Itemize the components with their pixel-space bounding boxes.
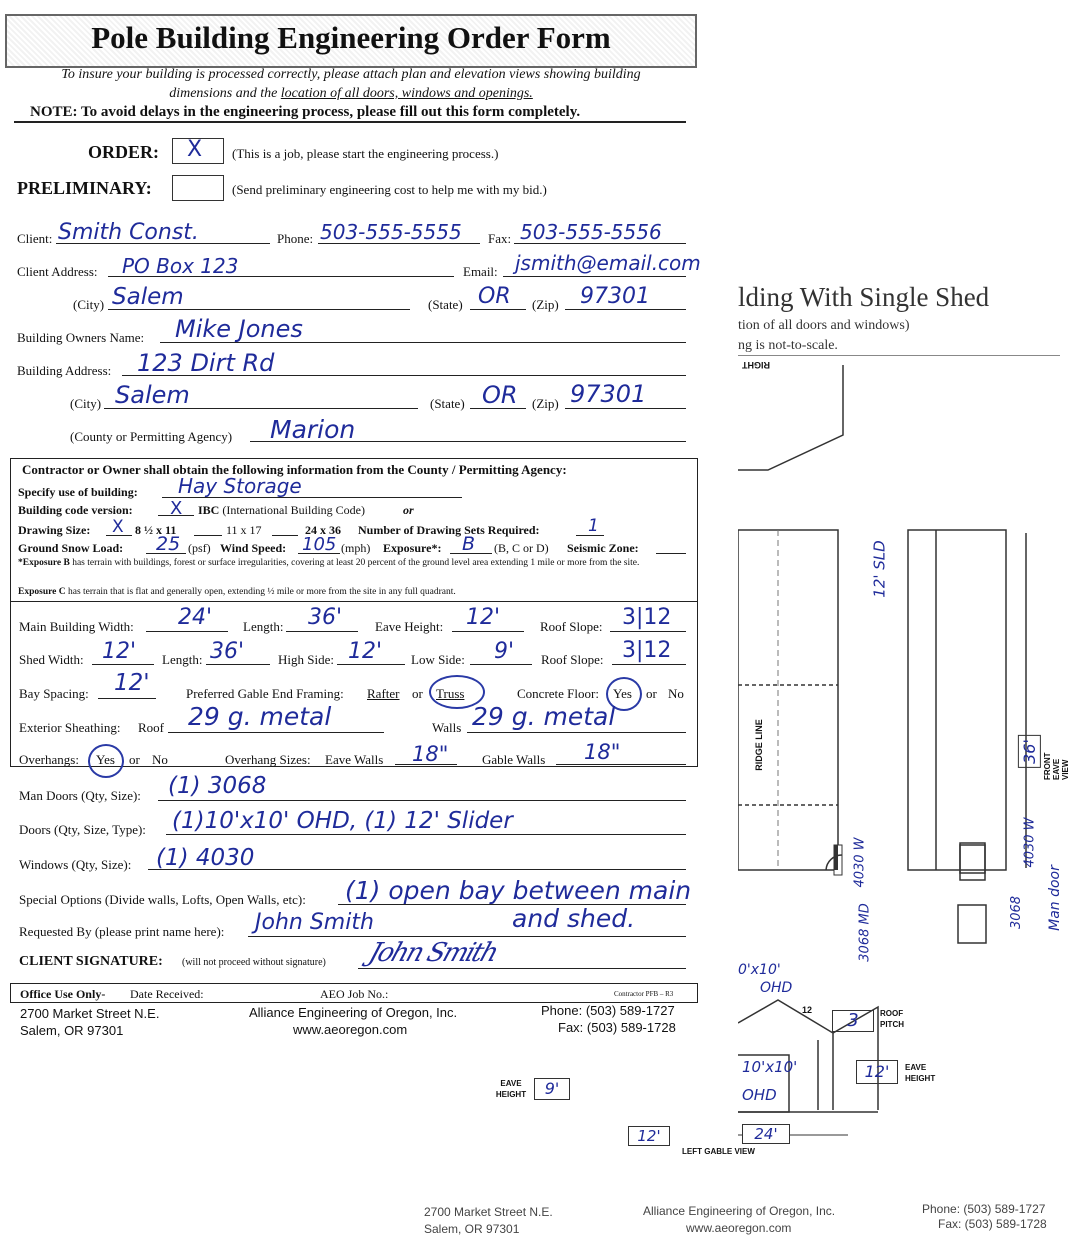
size-2-line-pre bbox=[194, 535, 222, 536]
drawing-size-label: Drawing Size: bbox=[18, 523, 91, 537]
permit-heading: Contractor or Owner shall obtain the following information from the County / Permitting Agency: bbox=[22, 462, 567, 477]
dim-12-sld: 12' SLD bbox=[870, 540, 889, 598]
exposure-label: Exposure*: bbox=[383, 541, 442, 555]
gable-or: or bbox=[412, 686, 423, 701]
sheet-foot-phone: Phone: (503) 589-1727 bbox=[922, 1202, 1046, 1216]
subtitle-line-2 bbox=[5, 86, 697, 102]
main-length-value[interactable]: 36' bbox=[308, 605, 343, 630]
door-3068-2: 3068 bbox=[1009, 895, 1025, 930]
dim-12: 12' bbox=[628, 1126, 670, 1146]
low-side-line bbox=[470, 664, 532, 665]
state-line bbox=[470, 309, 526, 310]
code-ibc: IBC (International Building Code) bbox=[198, 503, 365, 517]
door-3068-md: 3068 MD bbox=[857, 903, 873, 962]
b-city-label: (City) bbox=[70, 396, 102, 411]
windows-label: Windows (Qty, Size): bbox=[19, 857, 132, 872]
note-text: NOTE: To avoid delays in the engineering process, please fill out this form completely. bbox=[30, 104, 581, 120]
ohd-label-2: OHD bbox=[760, 980, 793, 996]
front-eave-view: FRONT EAVE VIEW bbox=[1043, 752, 1070, 780]
client-address-value[interactable]: PO Box 123 bbox=[122, 254, 239, 278]
special-value-1[interactable]: (1) open bay between main bbox=[345, 876, 692, 905]
code-label: Building code version: bbox=[18, 503, 133, 517]
sets-value[interactable]: 1 bbox=[588, 516, 599, 536]
left-gable-view: LEFT GABLE VIEW bbox=[682, 1147, 755, 1156]
gable-walls-line bbox=[556, 764, 686, 765]
phone-label: Phone: bbox=[277, 231, 314, 246]
overhangs-yes-circle bbox=[88, 744, 124, 778]
eave-walls-label: Eave Walls bbox=[325, 752, 384, 767]
wind-unit: (mph) bbox=[341, 541, 371, 555]
b-zip-value[interactable]: 97301 bbox=[570, 380, 647, 408]
size-option-2: 11 x 17 bbox=[226, 523, 262, 537]
bay-label: Bay Spacing: bbox=[19, 686, 89, 701]
code-or: or bbox=[403, 503, 414, 517]
date-received-label: Date Received: bbox=[130, 987, 204, 1001]
right-label: RIGHT bbox=[742, 360, 770, 370]
county-label: (County or Permitting Agency) bbox=[70, 429, 233, 444]
gable-rafter[interactable]: Rafter bbox=[367, 686, 400, 701]
permit-info-divider bbox=[10, 601, 698, 602]
main-length-line bbox=[286, 631, 358, 632]
phone-value[interactable]: 503-555-5555 bbox=[320, 220, 462, 244]
shed-roof-slope-value[interactable]: 3|12 bbox=[622, 638, 672, 663]
main-width-value[interactable]: 24' bbox=[178, 605, 213, 630]
b-zip-line bbox=[565, 408, 686, 409]
sheathing-label: Exterior Sheathing: bbox=[19, 720, 121, 735]
eave-height-line bbox=[452, 631, 524, 632]
roof-sheathing-value[interactable]: 29 g. metal bbox=[188, 702, 332, 731]
footer-address2: Salem, OR 97301 bbox=[20, 1023, 124, 1038]
man-doors-label: Man Doors (Qty, Size): bbox=[19, 788, 141, 803]
door-10x10: 10'x10' bbox=[742, 1058, 798, 1076]
walls-sheathing-label: Walls bbox=[432, 720, 462, 735]
gable-walls-value[interactable]: 18" bbox=[584, 740, 621, 764]
b-state-value[interactable]: OR bbox=[482, 381, 518, 409]
order-checkbox[interactable] bbox=[172, 138, 224, 164]
size-option-3: 24 x 36 bbox=[305, 523, 341, 537]
use-label: Specify use of building: bbox=[18, 485, 138, 499]
shed-length-line bbox=[206, 664, 270, 665]
shed-width-line bbox=[92, 664, 154, 665]
exposure-c-bold: Exposure C bbox=[18, 587, 66, 597]
sheet-subtitle-2: ng is not-to-scale. bbox=[738, 338, 838, 353]
overhangs-no[interactable]: No bbox=[152, 752, 168, 767]
snow-label: Ground Snow Load: bbox=[18, 541, 124, 555]
sheet-rule bbox=[738, 355, 1060, 356]
size-option-1: 8 ½ x 11 bbox=[135, 523, 177, 537]
man-door: Man door bbox=[1046, 865, 1063, 931]
client-label: Client: bbox=[17, 231, 53, 246]
shed-width-label: Shed Width: bbox=[19, 652, 84, 667]
footer-website: www.aeoregon.com bbox=[293, 1022, 408, 1037]
eave-9: 9' bbox=[534, 1078, 570, 1100]
shed-length-label: Length: bbox=[162, 652, 203, 667]
roof-pitch: ROOF PITCH bbox=[880, 1009, 904, 1029]
exposure-value[interactable]: B bbox=[462, 533, 476, 555]
requested-line bbox=[248, 936, 686, 937]
snow-unit: (psf) bbox=[188, 541, 211, 555]
exposure-c-note bbox=[18, 586, 690, 598]
preliminary-desc: (Send preliminary engineering cost to help me with my bid.) bbox=[232, 182, 547, 197]
exposure-b-text: has terrain with buildings, forest or surface irregularities, covering at least 20 percent of the ground level area extending 1 mile or more from the site. bbox=[69, 558, 640, 568]
signature-note: (will not proceed without signature) bbox=[182, 957, 326, 968]
man-doors-value[interactable]: (1) 3068 bbox=[168, 773, 267, 799]
email-value[interactable]: jsmith@email.com bbox=[515, 251, 701, 275]
b-state-label: (State) bbox=[430, 396, 465, 411]
ohd-label: 0'x10' bbox=[738, 962, 781, 978]
floor-or: or bbox=[646, 686, 657, 701]
eave-walls-value[interactable]: 18" bbox=[412, 742, 449, 766]
windows-value[interactable]: (1) 4030 bbox=[156, 845, 255, 871]
building-address-label: Building Address: bbox=[17, 363, 112, 378]
overhangs-or: or bbox=[129, 752, 140, 767]
preliminary-label: PRELIMINARY: bbox=[17, 178, 152, 198]
main-width-label: Main Building Width: bbox=[19, 619, 134, 634]
county-value[interactable]: Marion bbox=[270, 415, 356, 444]
sets-label: Number of Drawing Sets Required: bbox=[358, 523, 540, 537]
exposure-options: (B, C or D) bbox=[494, 541, 549, 555]
shed-length-value[interactable]: 36' bbox=[210, 639, 245, 664]
client-value[interactable]: Smith Const. bbox=[58, 220, 199, 245]
sheet-foot-fax: Fax: (503) 589-1728 bbox=[938, 1217, 1047, 1231]
zip-label: (Zip) bbox=[532, 297, 559, 312]
client-address-label: Client Address: bbox=[17, 264, 98, 279]
state-label: (State) bbox=[428, 297, 463, 312]
sheet-foot-company: Alliance Engineering of Oregon, Inc. bbox=[643, 1204, 836, 1218]
wind-label: Wind Speed: bbox=[220, 541, 287, 555]
owner-label: Building Owners Name: bbox=[17, 330, 145, 345]
floor-label: Concrete Floor: bbox=[517, 686, 599, 701]
gable-label: Preferred Gable End Framing: bbox=[186, 686, 344, 701]
low-side-label: Low Side: bbox=[411, 652, 465, 667]
office-label: Office Use Only- bbox=[20, 987, 106, 1001]
roof-3: 3 bbox=[832, 1010, 874, 1032]
exposure-b-note bbox=[18, 557, 690, 569]
seismic-line bbox=[656, 553, 686, 554]
floor-yes[interactable]: Yes bbox=[613, 686, 632, 701]
roof-12: 12 bbox=[802, 1005, 813, 1015]
requested-value[interactable]: John Smith bbox=[255, 910, 374, 935]
city-label: (City) bbox=[73, 297, 105, 312]
snow-value[interactable]: 25 bbox=[156, 533, 181, 555]
doors-value[interactable]: (1)10'x10' OHD, (1) 12' Slider bbox=[172, 808, 513, 834]
main-roof-slope-value[interactable]: 3|12 bbox=[622, 605, 672, 630]
roof-sheathing-label: Roof bbox=[138, 720, 164, 735]
special-value-2[interactable]: and shed. bbox=[512, 904, 636, 933]
footer-fax: Fax: (503) 589-1728 bbox=[558, 1020, 676, 1035]
subtitle-pre: dimensions and the bbox=[169, 86, 281, 101]
email-label: Email: bbox=[463, 264, 498, 279]
use-value[interactable]: Hay Storage bbox=[178, 474, 302, 498]
signature-label: CLIENT SIGNATURE: bbox=[19, 954, 163, 969]
order-label: ORDER: bbox=[88, 142, 159, 162]
roof-sheathing-line bbox=[168, 732, 384, 733]
sheet-foot-website: www.aeoregon.com bbox=[686, 1221, 792, 1235]
eave-height-value[interactable]: 12' bbox=[466, 605, 501, 630]
sheet-subtitle-1: tion of all doors and windows) bbox=[738, 318, 910, 333]
high-side-value[interactable]: 12' bbox=[348, 639, 383, 664]
zip-value[interactable]: 97301 bbox=[580, 284, 650, 309]
footer-address1: 2700 Market Street N.E. bbox=[20, 1006, 160, 1021]
building-address-value[interactable]: 123 Dirt Rd bbox=[137, 349, 275, 377]
zip-line bbox=[565, 309, 686, 310]
shed-roof-slope-label: Roof Slope: bbox=[541, 652, 604, 667]
low-side-value[interactable]: 9' bbox=[494, 639, 515, 664]
eave-height-label: Eave Height: bbox=[375, 619, 444, 634]
roof-slope-line bbox=[610, 631, 686, 632]
eave-height-right: EAVE HEIGHT bbox=[905, 1063, 936, 1083]
overhangs-label: Overhangs: bbox=[19, 752, 79, 767]
size-3-line-pre bbox=[272, 535, 298, 536]
fax-value[interactable]: 503-555-5556 bbox=[520, 220, 662, 244]
preliminary-checkbox[interactable] bbox=[172, 175, 224, 201]
exposure-b-bold: *Exposure B bbox=[18, 558, 70, 568]
overhang-sizes-label: Overhang Sizes: bbox=[225, 752, 311, 767]
eave-12: 12' bbox=[856, 1060, 898, 1084]
walls-sheathing-line bbox=[467, 732, 686, 733]
form-title: Pole Building Engineering Order Form bbox=[91, 20, 611, 55]
eave-height-left: EAVE HEIGHT bbox=[495, 1079, 527, 1099]
gable-truss[interactable]: Truss bbox=[436, 686, 465, 701]
shed-roof-slope-line bbox=[612, 664, 686, 665]
special-label: Special Options (Divide walls, Lofts, Open Walls, etc): bbox=[19, 892, 306, 907]
dim-36: 36' bbox=[1018, 735, 1041, 768]
floor-no[interactable]: No bbox=[668, 686, 684, 701]
state-value[interactable]: OR bbox=[478, 284, 511, 309]
sheet-title: lding With Single Shed bbox=[738, 282, 990, 312]
code-mark[interactable]: X bbox=[170, 498, 183, 519]
overhangs-yes[interactable]: Yes bbox=[96, 752, 115, 767]
door-ohd: OHD bbox=[742, 1086, 777, 1104]
note-rule bbox=[14, 121, 686, 123]
ridge-line: RIDGE LINE bbox=[753, 719, 764, 771]
main-length-label: Length: bbox=[243, 619, 284, 634]
drawing-size-mark[interactable]: X bbox=[112, 517, 124, 537]
shed-width-value[interactable]: 12' bbox=[102, 639, 137, 664]
sheet-foot-address1: 2700 Market Street N.E. bbox=[424, 1205, 553, 1219]
b-city-value[interactable]: Salem bbox=[115, 381, 190, 409]
bay-value[interactable]: 12' bbox=[114, 670, 150, 696]
order-desc: (This is a job, please start the engineering process.) bbox=[232, 146, 499, 161]
signature-line bbox=[358, 968, 686, 969]
win-4030-w-2: 4030 W bbox=[1022, 817, 1038, 868]
b-zip-label: (Zip) bbox=[532, 396, 559, 411]
form-code: Contractor PFB – R3 bbox=[614, 990, 674, 998]
wind-value[interactable]: 105 bbox=[302, 534, 337, 555]
man-doors-line bbox=[158, 800, 686, 801]
doors-line bbox=[166, 834, 686, 835]
owner-value[interactable]: Mike Jones bbox=[175, 315, 303, 343]
win-4030-w: 4030 W bbox=[852, 837, 868, 888]
roof-slope-label: Roof Slope: bbox=[540, 619, 603, 634]
order-mark: X bbox=[187, 137, 203, 162]
seismic-label: Seismic Zone: bbox=[567, 541, 639, 555]
walls-sheathing-value[interactable]: 29 g. metal bbox=[472, 702, 616, 731]
requested-label: Requested By (please print name here): bbox=[19, 924, 225, 939]
doors-label: Doors (Qty, Size, Type): bbox=[19, 822, 146, 837]
main-width-line bbox=[146, 631, 228, 632]
sheet-foot-address2: Salem, OR 97301 bbox=[424, 1222, 520, 1236]
fax-label: Fax: bbox=[488, 231, 512, 246]
bay-line bbox=[98, 698, 156, 699]
gable-walls-label: Gable Walls bbox=[482, 752, 546, 767]
exposure-c-text: has terrain that is flat and generally open, extending ½ mile or more from the site in any full quadrant. bbox=[65, 587, 456, 597]
high-side-line bbox=[337, 664, 405, 665]
subtitle-link: location of all doors, windows and openings. bbox=[280, 86, 533, 101]
subtitle-line-1: To insure your building is processed correctly, please attach plan and elevation views showing building bbox=[61, 67, 641, 82]
signature-value[interactable]: John Smith bbox=[365, 938, 501, 968]
email-line bbox=[503, 276, 686, 277]
footer-phone: Phone: (503) 589-1727 bbox=[541, 1003, 675, 1018]
city-value[interactable]: Salem bbox=[112, 284, 184, 310]
footer-company: Alliance Engineering of Oregon, Inc. bbox=[249, 1005, 458, 1020]
dim-24: 24' bbox=[742, 1124, 790, 1144]
job-no-label: AEO Job No.: bbox=[320, 987, 389, 1001]
high-side-label: High Side: bbox=[278, 652, 334, 667]
